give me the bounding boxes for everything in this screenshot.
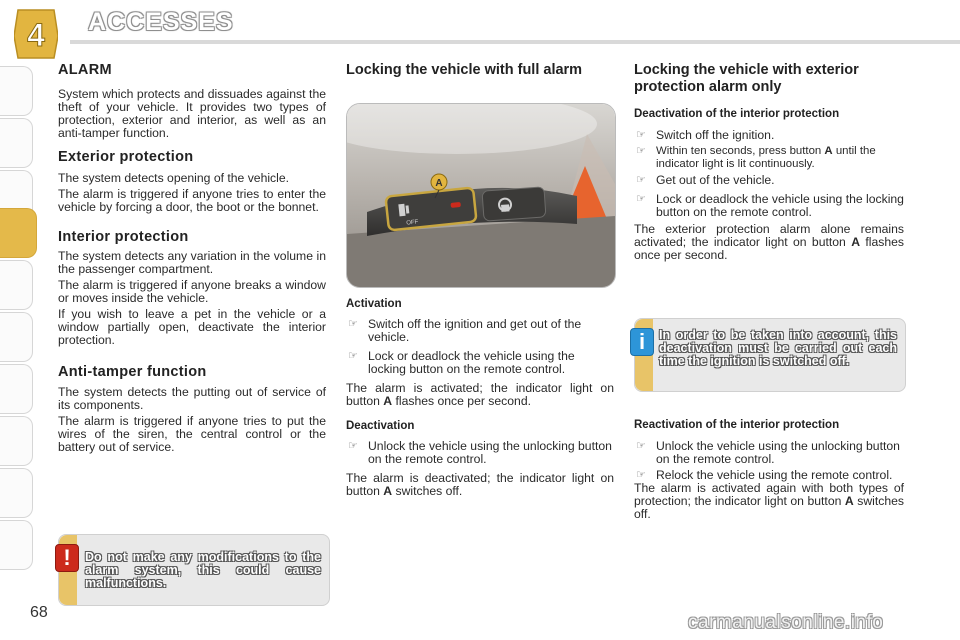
activation-step-2 (346, 350, 614, 376)
deact-step-2-text: Within ten seconds, press button (656, 145, 825, 157)
deactivation-step-1-text: Unlock the vehicle using the unlocking button on the remote control. (368, 439, 612, 466)
pointing-hand-icon: ☞ (636, 174, 646, 186)
chapter-tab-5[interactable] (0, 260, 33, 310)
deact-step-4 (634, 193, 904, 219)
react-step-2 (634, 469, 904, 482)
reactivation-heading: Reactivation of the interior protection (634, 419, 840, 431)
full-alarm-heading: Locking the vehicle with full alarm (346, 62, 583, 78)
activation-result-text: The alarm is activated; the indicator light on button (346, 381, 614, 408)
column-full-alarm (346, 62, 614, 79)
button-a-ref: A (824, 145, 833, 157)
chapter-tab-2[interactable] (0, 118, 33, 168)
deact-step-2 (634, 145, 904, 171)
deact-step-1 (634, 129, 904, 142)
column-alarm (58, 62, 326, 454)
alarm-heading: ALARM (58, 62, 112, 78)
warning-note-text: Do not make any modifications to the alarm system, this could cause malfunctions. (85, 550, 321, 590)
info-icon: i (630, 328, 654, 356)
chapter-tab-9[interactable] (0, 468, 33, 518)
pointing-hand-icon: ☞ (636, 193, 646, 205)
chapter-tab-7[interactable] (0, 364, 33, 414)
deact-result-text-end: flashes once per second. (634, 235, 904, 262)
react-step-1-text: Unlock the vehicle using the unlocking button on the remote control. (656, 439, 900, 466)
react-result (634, 482, 904, 521)
chapter-badge (14, 6, 58, 62)
photo-callout-a: A (435, 178, 443, 189)
pointing-hand-icon: ☞ (636, 440, 646, 452)
column-full-alarm-body (346, 298, 614, 498)
deactivation-interior-heading: Deactivation of the interior protection (634, 108, 840, 120)
alarm-description: System which protects and dissuades against the theft of your vehicle. It provides two types of protection, exterior and interior, as well as an anti-tamper function. (58, 87, 326, 140)
dashboard-button-photo (346, 103, 616, 288)
deactivation-result-text: The alarm is deactivated; the indicator light on button (346, 471, 614, 498)
activation-result (346, 382, 614, 408)
button-a-ref: A (851, 235, 860, 249)
deact-result (634, 223, 904, 262)
anti-tamper-text-2: The alarm is triggered if anyone tries to put the wires of the siren, the central control or the battery out of service. (58, 414, 326, 454)
react-result-text: The alarm is activated again with both types of protection; the indicator light on button (634, 481, 904, 508)
chapter-tab-4-active[interactable] (0, 208, 37, 258)
warning-note (58, 534, 330, 606)
pointing-hand-icon: ☞ (348, 440, 358, 452)
pointing-hand-icon: ☞ (636, 145, 646, 157)
reactivation-section (634, 419, 904, 521)
chapter-tab-10[interactable] (0, 520, 33, 570)
pointing-hand-icon: ☞ (636, 129, 646, 141)
interior-text-3: If you wish to leave a pet in the vehicle or a window partially open, deactivate the interior protection. (58, 307, 326, 347)
info-note (634, 318, 906, 392)
page-number: 68 (30, 604, 48, 621)
exterior-text-1: The system detects opening of the vehicle. (58, 171, 290, 185)
deact-result-text: The exterior protection alarm alone remains activated; the indicator light on button (634, 222, 904, 249)
pointing-hand-icon: ☞ (636, 469, 646, 481)
react-step-2-text: Relock the vehicle using the remote control. (656, 468, 893, 482)
exterior-text-2: The alarm is triggered if anyone tries to enter the vehicle by forcing a door, the boot or the bonnet. (58, 187, 326, 214)
interior-text-2: The alarm is triggered if anyone breaks a window or moves inside the vehicle. (58, 278, 326, 305)
pointing-hand-icon: ☞ (348, 350, 358, 362)
button-a-ref: A (383, 484, 393, 498)
interior-protection-heading: Interior protection (58, 229, 189, 245)
button-a-ref: A (844, 494, 854, 508)
chapter-number: 4 (27, 17, 45, 53)
deact-step-2-text-end: until the indicator light is lit continuously. (656, 145, 876, 170)
deactivation-step-1 (346, 440, 614, 466)
watermark: carmanualsonline.info (688, 612, 884, 633)
deactivation-heading: Deactivation (346, 420, 415, 432)
activation-step-1 (346, 318, 614, 344)
activation-heading: Activation (346, 298, 402, 310)
photo-off-label: OFF (406, 219, 419, 227)
anti-tamper-text-1: The system detects the putting out of service of its components. (58, 385, 326, 412)
react-result-text-end: switches off. (634, 494, 904, 521)
activation-result-text-end: flashes once per second. (392, 394, 531, 408)
header-rule (70, 40, 960, 44)
exterior-only-heading: Locking the vehicle with exterior protection alarm only (634, 62, 859, 95)
info-note-text: In order to be taken into account, this deactivation must be carried out each time the ignition is switched off. (659, 328, 897, 368)
activation-step-2-text: Lock or deadlock the vehicle using the locking button on the remote control. (368, 349, 575, 376)
deact-step-4-text: Lock or deadlock the vehicle using the locking button on the remote control. (656, 192, 904, 219)
deact-step-3-text: Get out of the vehicle. (656, 173, 775, 187)
anti-tamper-heading: Anti-tamper function (58, 364, 207, 380)
chapter-tab-1[interactable] (0, 66, 33, 116)
deact-step-3 (634, 174, 904, 187)
button-a-ref: A (383, 394, 393, 408)
chapter-tab-8[interactable] (0, 416, 33, 466)
exterior-protection-heading: Exterior protection (58, 149, 194, 165)
activation-step-1-text: Switch off the ignition and get out of the vehicle. (368, 317, 582, 344)
chapter-title: ACCESSES (88, 8, 234, 36)
deactivation-result-text-end: switches off. (392, 484, 463, 498)
deactivation-result (346, 472, 614, 498)
react-step-1 (634, 440, 904, 466)
deact-step-1-text: Switch off the ignition. (656, 128, 775, 142)
pointing-hand-icon: ☞ (348, 318, 358, 330)
exclamation-icon: ! (55, 544, 79, 572)
interior-text-1: The system detects any variation in the volume in the passenger compartment. (58, 249, 326, 276)
column-exterior-only (634, 62, 904, 262)
chapter-tab-6[interactable] (0, 312, 33, 362)
